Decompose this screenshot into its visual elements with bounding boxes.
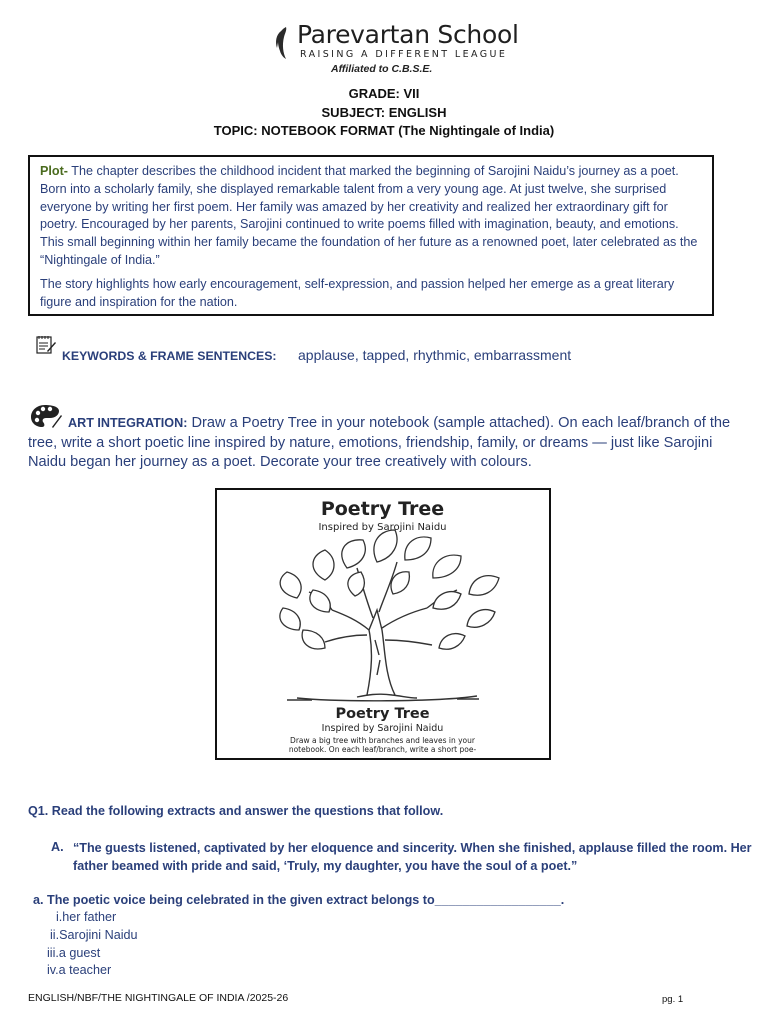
question-1-heading: Q1. Read the following extracts and answer the questions that follow. xyxy=(28,804,444,818)
plot-box xyxy=(28,155,714,316)
extract-text: “The guests listened, captivated by her eloquence and sincerity. When she finished, applause filled the room. Her father beamed with pride and said, ‘Truly, my daughter, you have the soul of a poet.” xyxy=(73,841,752,873)
school-name: Parevartan School xyxy=(297,20,519,49)
topic-heading: TOPIC: NOTEBOOK FORMAT (The Nightingale of India) xyxy=(213,123,555,138)
grade-heading: GRADE: VII xyxy=(348,86,420,101)
image-description-line-1: Draw a big tree with branches and leaves in your xyxy=(290,736,475,745)
subject-heading: SUBJECT: ENGLISH xyxy=(321,105,447,120)
affiliation-text: Affiliated to C.B.S.E. xyxy=(331,63,433,75)
plot-text-1: The chapter describes the childhood incident that marked the beginning of Sarojini Naidu’s journey as a poet. Born into a scholarly family, she displayed remarkable talent from a very young age. At just twelve, she surprised everyone by writing her first poem. Her family was amazed by her creativity and realized her extraordinary gift for poetry. Encouraged by her parents, Sarojini continued to write poems filled with imagination, beauty, and emotions. This small beginning within her family became the foundation of her future as a renowned poet, later celebrated as the “Nightingale of India.” xyxy=(40,164,698,267)
keywords-text: applause, tapped, rhythmic, embarrassment xyxy=(298,347,572,363)
plot-paragraph-1 xyxy=(40,163,702,270)
question-a: a. The poetic voice being celebrated in the given extract belongs to__________________. xyxy=(33,893,565,907)
option-iv: iv.a teacher xyxy=(47,963,112,977)
footer-page-number: pg. 1 xyxy=(662,994,684,1005)
option-iii: iii.a guest xyxy=(47,946,101,960)
keywords-label: KEYWORDS & FRAME SENTENCES: xyxy=(62,349,277,363)
image-description-line-2: notebook. On each leaf/branch, write a short poe- xyxy=(288,745,477,754)
poetry-tree-sample-image xyxy=(215,488,551,760)
plot-label: Plot- xyxy=(40,164,68,178)
school-tagline: RAISING A DIFFERENT LEAGUE xyxy=(300,49,508,60)
school-logo-icon xyxy=(272,25,294,61)
image-description xyxy=(217,736,548,754)
extract-letter: A. xyxy=(51,840,64,854)
plot-paragraph-2: The story highlights how early encouragement, self-expression, and passion helped her emerge as a great literary figure and inspiration for the nation. xyxy=(40,276,675,309)
art-label: ART INTEGRATION: xyxy=(68,416,188,430)
notepad-icon xyxy=(35,335,57,355)
image-title-top: Poetry Tree xyxy=(320,498,445,520)
image-subtitle-top: Inspired by Sarojini Naidu xyxy=(318,522,447,533)
footer-document-code: ENGLISH/NBF/THE NIGHTINGALE OF INDIA /2025-26 xyxy=(28,992,289,1004)
art-text: Draw a Poetry Tree in your notebook (sample attached). On each leaf/branch of the tree, write a short poetic line inspired by nature, emotions, friendship, family, or dreams — just like Sarojini Naidu began her journey as a poet. Decorate your tree creatively with colours. xyxy=(28,415,731,470)
image-title-bottom: Poetry Tree xyxy=(335,706,430,722)
option-ii: ii.Sarojini Naidu xyxy=(50,928,138,942)
art-integration-block xyxy=(28,414,740,473)
image-subtitle-bottom: Inspired by Sarojini Naidu xyxy=(321,723,444,734)
option-i: i.her father xyxy=(56,910,117,924)
